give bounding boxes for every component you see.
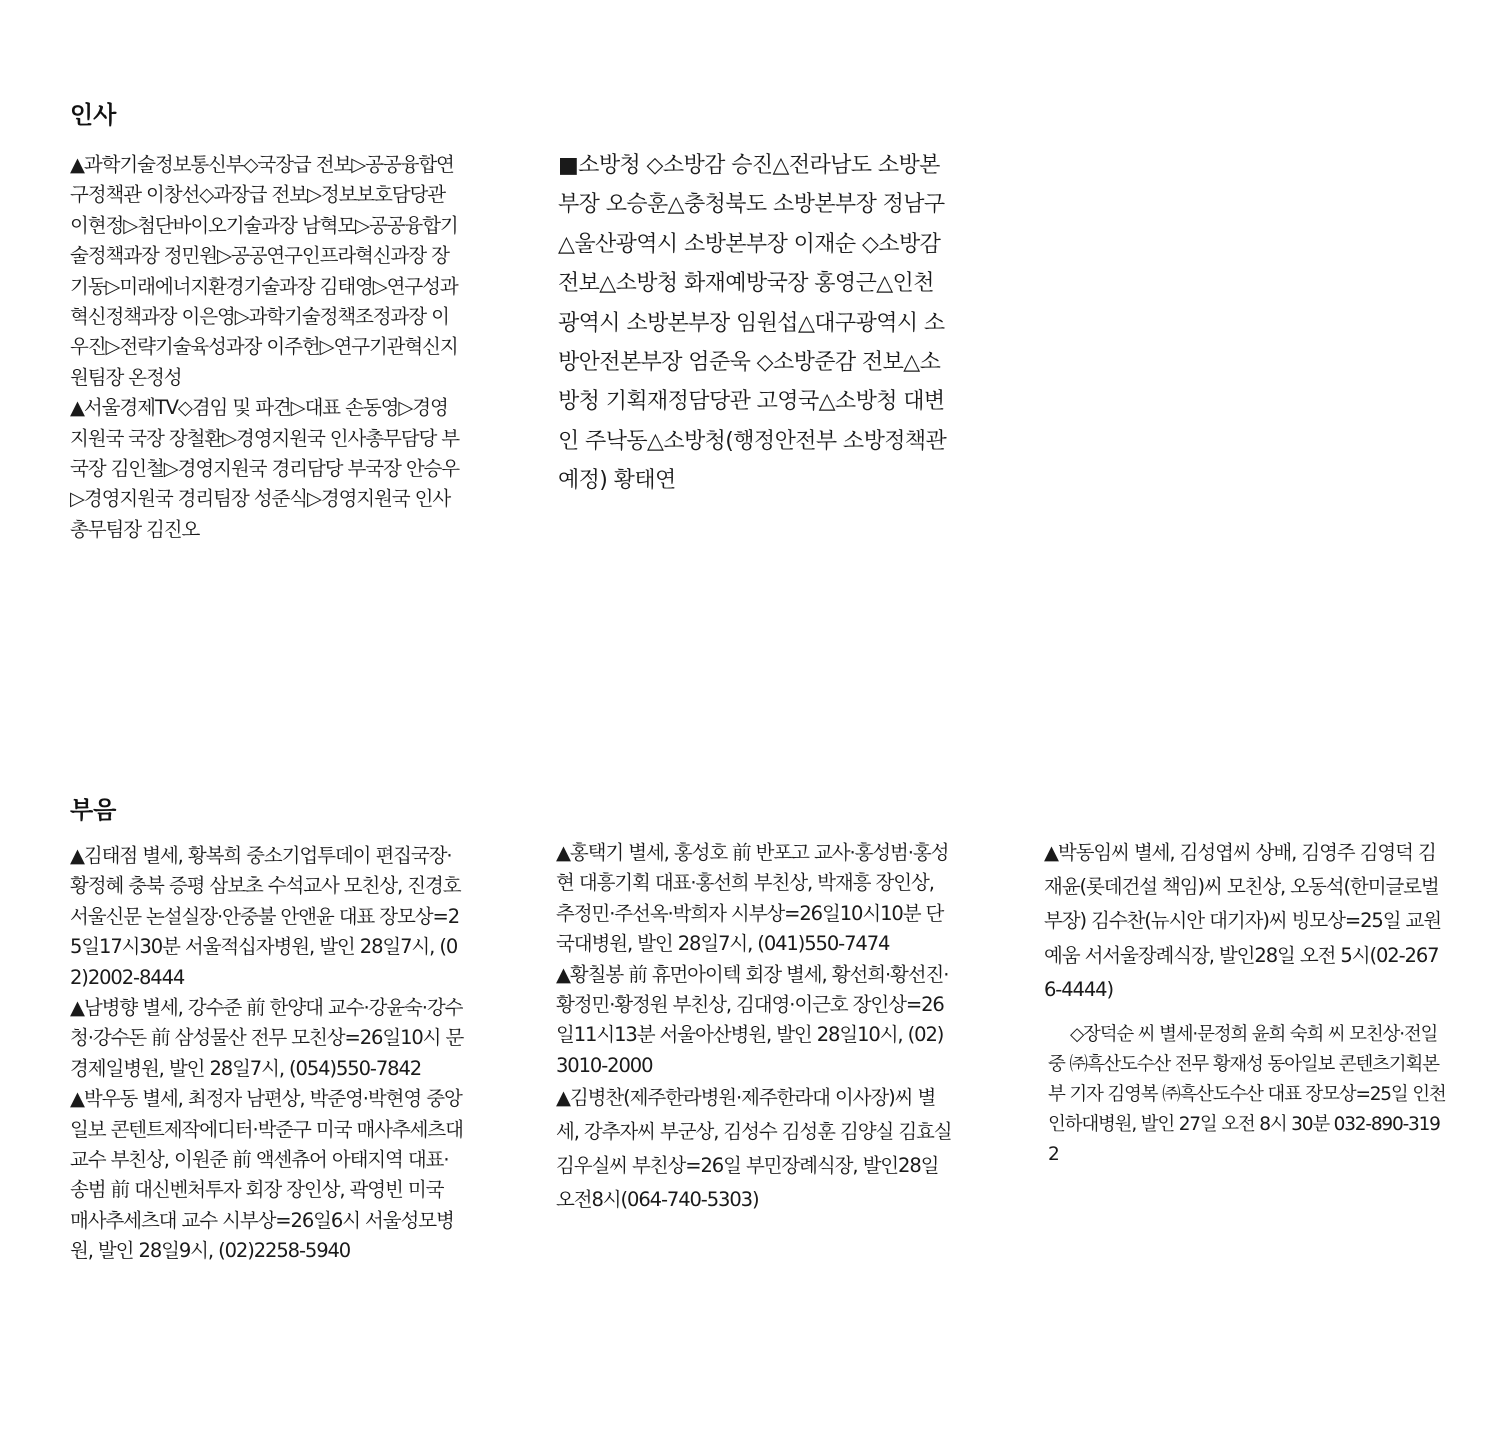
section-heading-insa: 인사 bbox=[70, 101, 117, 129]
bueum-column-right-lower bbox=[1048, 1020, 1448, 1170]
obituary-entry: ◇장덕순 씨 별세·문정희 윤희 숙희 씨 모친상·전일중 ㈜흑산도수산 전무 황재성 동아일보 콘텐츠기획본부 기자 김영복 ㈜흑산도수산 대표 장모상=25일 인천 인하대병원, 발인 27일 오전 8시 30분 032-890-3192 bbox=[1048, 1024, 1446, 1165]
obituary-entry: ▲남병향 별세, 강수준 前 한양대 교수·강윤숙·강수청·강수돈 前 삼성물산 전무 모친상=26일10시 문경제일병원, 발인 28일7시, (054)550-7842 bbox=[70, 996, 464, 1080]
insa-column-left bbox=[70, 150, 465, 545]
obituary-entry: ▲박우동 별세, 최정자 남편상, 박준영·박현영 중앙일보 콘텐트제작에디터·박준구 미국 매사추세츠대 교수 부친상, 이원준 前 액센츄어 아태지역 대표·송범 前 대신벤처투자 회장 장인상, 곽영빈 미국 매사추세츠대 교수 시부상=26일6시 서울성모병원, 발인 28일9시, (02)2258-5940 bbox=[70, 1087, 463, 1263]
insa-column-right bbox=[558, 146, 950, 501]
bueum-column-left bbox=[70, 841, 465, 1267]
obituary-entry: ▲김병찬(제주한라병원·제주한라대 이사장)씨 별세, 강추자씨 부군상, 김성수 김성훈 김양실 김효실 김우실씨 부친상=26일 부민장례식장, 발인28일 오전8시(064-740-5303) bbox=[556, 1086, 952, 1212]
obituary-entry: ▲황칠봉 前 휴먼아이텍 회장 별세, 황선희·황선진·황정민·황정원 부친상, 김대영·이근호 장인상=26일11시13분 서울아산병원, 발인 28일10시, (02)3010-2000 bbox=[556, 962, 949, 1077]
section-heading-bueum: 부음 bbox=[70, 796, 117, 824]
insa-entry-sedaily-tv: ▲서울경제TV◇겸임 및 파견▷대표 손동영▷경영지원국 국장 장철환▷경영지원국 인사총무담당 부국장 김인철▷경영지원국 경리담당 부국장 안승우▷경영지원국 경리팀장 성준식▷경영지원국 인사총무팀장 김진오 bbox=[70, 396, 460, 541]
insa-entry-fire-agency: ■소방청 ◇소방감 승진△전라남도 소방본부장 오승훈△충청북도 소방본부장 정남구△울산광역시 소방본부장 이재순 ◇소방감 전보△소방청 화재예방국장 홍영근△인천광역시 소방본부장 임원섭△대구광역시 소방안전본부장 엄준욱 ◇소방준감 전보△소방청 기획재정담당관 고영국△소방청 대변인 주낙동△소방청(행정안전부 소방정책관 예정) 황태연 bbox=[558, 153, 947, 494]
obituary-entry: ▲박동임씨 별세, 김성엽씨 상배, 김영주 김영덕 김재윤(롯데건설 책임)씨 모친상, 오동석(한미글로벌 부장) 김수찬(뉴시안 대기자)씨 빙모상=25일 교원예움 서서울장례식장, 발인28일 오전 5시(02-2676-4444) bbox=[1044, 841, 1442, 1001]
bueum-column-middle bbox=[556, 838, 953, 1217]
obituary-entry: ▲홍택기 별세, 홍성호 前 반포고 교사·홍성범·홍성현 대흥기획 대표·홍선희 부친상, 박재흥 장인상, 추정민·주선옥·박희자 시부상=26일10시10분 단국대병원, 발인 28일7시, (041)550-7474 bbox=[556, 841, 949, 956]
bueum-column-right bbox=[1044, 836, 1446, 1007]
insa-entry-msit: ▲과학기술정보통신부◇국장급 전보▷공공융합연구정책관 이창선◇과장급 전보▷정보보호담당관 이현정▷첨단바이오기술과장 남혁모▷공공융합기술정책과장 정민원▷공공연구인프라혁신과장 장기동▷미래에너지환경기술과장 김태영▷연구성과혁신정책과장 이은영▷과학기술정책조정과장 이우진▷전략기술육성과장 이주헌▷연구기관혁신지원팀장 온정성 bbox=[70, 153, 458, 389]
obituary-entry: ▲김태점 별세, 황복희 중소기업투데이 편집국장·황정혜 충북 증평 삼보초 수석교사 모친상, 진경호 서울신문 논설실장·안중불 안앤윤 대표 장모상=25일17시30분 서울적십자병원, 발인 28일7시, (02)2002-8444 bbox=[70, 844, 461, 989]
